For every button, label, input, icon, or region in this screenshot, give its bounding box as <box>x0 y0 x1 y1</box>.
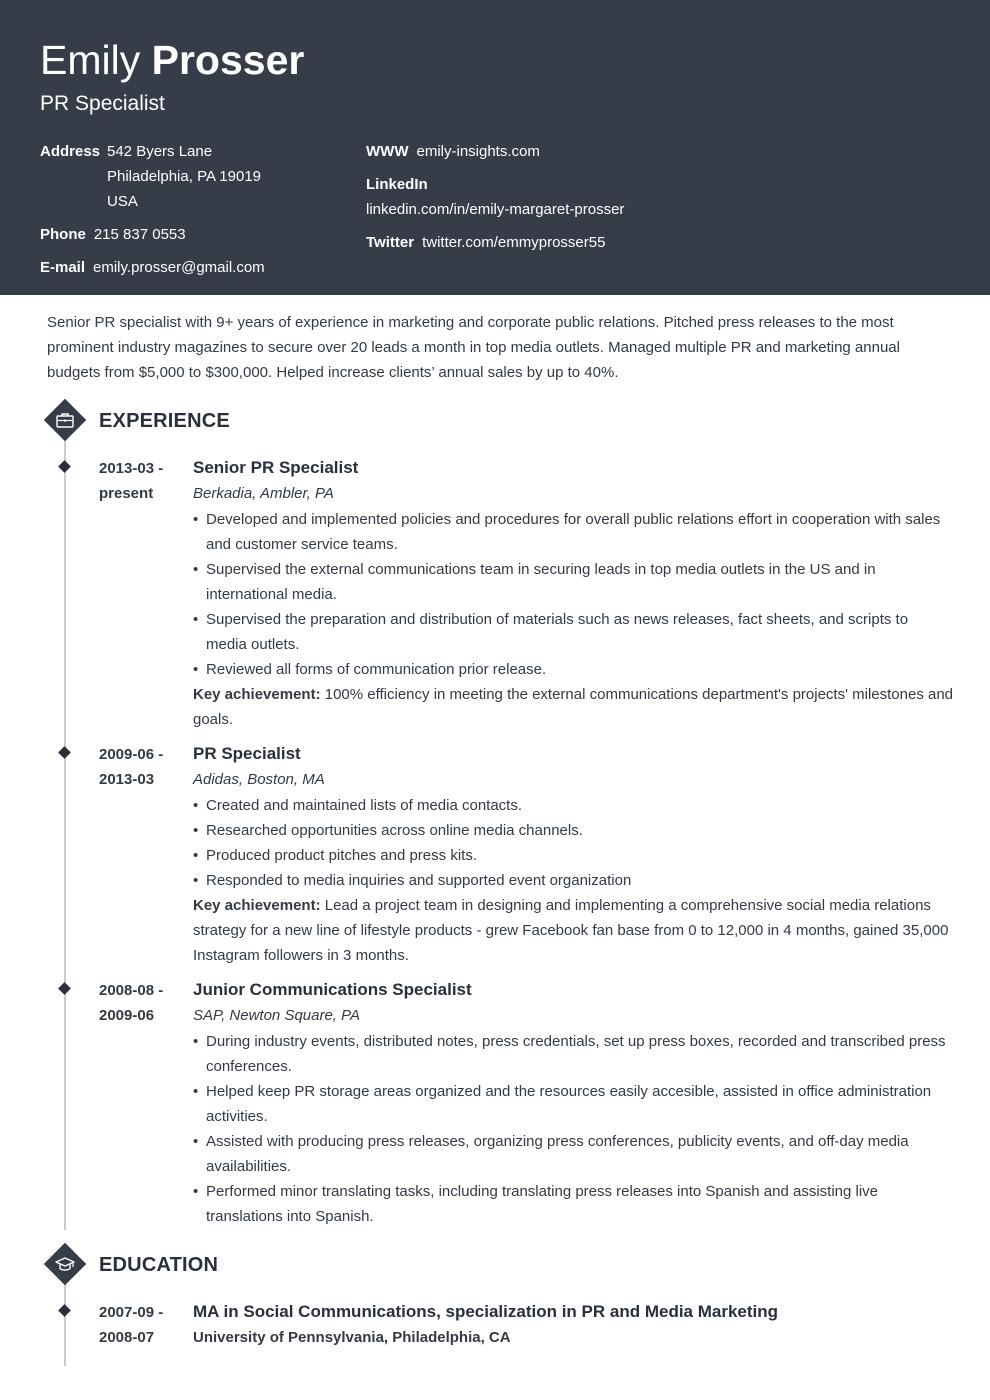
timeline-marker <box>58 1304 71 1317</box>
entry-school: University of Pennsylvania, Philadelphia, CA <box>193 1329 511 1346</box>
experience-entry <box>193 977 953 1229</box>
candidate-name <box>40 36 304 84</box>
contact-twitter <box>366 230 605 255</box>
resume-header <box>0 0 990 295</box>
key-achievement <box>193 893 953 968</box>
date-start: 2007-09 - <box>99 1304 164 1321</box>
entry-organization: Berkadia, Ambler, PA <box>193 485 334 502</box>
phone-label: Phone <box>40 226 86 243</box>
list-item: • Responded to media inquiries and supported event organization <box>193 868 953 893</box>
entry-organization: Adidas, Boston, MA <box>193 771 325 788</box>
list-item: • Created and maintained lists of media contacts. <box>193 793 953 818</box>
entry-organization: SAP, Newton Square, PA <box>193 1007 361 1024</box>
contact-phone <box>40 222 186 247</box>
address-label: Address <box>40 143 101 160</box>
entry-role: Junior Communications Specialist <box>193 980 472 999</box>
list-item: • Researched opportunities across online media channels. <box>193 818 953 843</box>
list-item: • Helped keep PR storage areas organized and the resources easily accesible, assisted in office administration activities. <box>193 1079 953 1129</box>
list-item: • Developed and implemented policies and procedures for overall public relations effort in cooperation with sales and customer service teams. <box>193 507 953 557</box>
entry-date <box>99 978 189 1028</box>
email-label: E-mail <box>40 259 86 276</box>
experience-timeline <box>64 430 66 1230</box>
contact-www <box>366 139 540 164</box>
entry-date <box>99 1300 189 1350</box>
achievement-text: Lead a project team in designing and implementing a comprehensive social media relations strategy for a new line of lifestyle products - grew Facebook fan base from 0 to 12,000 in 4 months, gained 35,000 Instagram followers in 3 months. <box>193 897 949 964</box>
timeline-marker <box>58 982 71 995</box>
date-start: 2008-08 - <box>99 982 164 999</box>
entry-bullets <box>193 793 953 893</box>
graduation-cap-icon <box>54 1253 76 1275</box>
email-link[interactable]: emily.prosser@gmail.com <box>93 259 265 276</box>
last-name: Prosser <box>151 37 305 83</box>
timeline-marker <box>58 460 71 473</box>
date-end: 2013-03 <box>99 771 155 788</box>
timeline-marker <box>58 746 71 759</box>
linkedin-link[interactable]: linkedin.com/in/emily-margaret-prosser <box>366 201 625 218</box>
address-value <box>107 139 261 214</box>
profile-summary: Senior PR specialist with 9+ years of experience in marketing and corporate public relations. Pitched press releases to the most prominent industry magazines to secure over 20 leads a month in top media outlets. Managed multiple PR and marketing annual budgets from $5,000 to $300,000. Helped increase clients’ annual sales by up to 40%. <box>47 314 900 381</box>
entry-role: PR Specialist <box>193 744 301 763</box>
education-entry <box>193 1299 953 1351</box>
phone-value: 215 837 0553 <box>93 226 186 243</box>
list-item: • During industry events, distributed notes, press credentials, set up press boxes, recorded and transcribed press conferences. <box>193 1029 953 1079</box>
entry-degree: MA in Social Communications, specialization in PR and Media Marketing <box>193 1302 779 1321</box>
www-link[interactable]: emily-insights.com <box>416 143 540 160</box>
list-item: • Reviewed all forms of communication prior release. <box>193 657 953 682</box>
www-label: WWW <box>366 143 409 160</box>
list-item: • Supervised the external communications team in securing leads in top media outlets in the US and in international media. <box>193 557 953 607</box>
list-item: • Supervised the preparation and distribution of materials such as news releases, fact sheets, and scripts to media outlets. <box>193 607 953 657</box>
date-start: 2009-06 - <box>99 746 164 763</box>
list-item: • Performed minor translating tasks, including translating press releases into Spanish and assisting live translations into Spanish. <box>193 1179 953 1229</box>
experience-entry <box>193 455 953 732</box>
entry-date <box>99 742 189 792</box>
twitter-label: Twitter <box>366 234 415 251</box>
achievement-label: Key achievement: <box>193 897 321 914</box>
job-title: PR Specialist <box>40 92 165 115</box>
contact-email <box>40 255 265 280</box>
experience-entry <box>193 741 953 968</box>
experience-heading: EXPERIENCE <box>99 410 230 432</box>
address-line: USA <box>107 193 138 210</box>
briefcase-icon <box>54 409 76 431</box>
date-start: 2013-03 - <box>99 460 164 477</box>
first-name: Emily <box>40 37 141 83</box>
linkedin-label: LinkedIn <box>366 176 428 193</box>
date-end: 2009-06 <box>99 1007 155 1024</box>
list-item: • Produced product pitches and press kits. <box>193 843 953 868</box>
twitter-link[interactable]: twitter.com/emmyprosser55 <box>422 234 606 251</box>
list-item: • Assisted with producing press releases, organizing press conferences, publicity events, and off-day media availabilities. <box>193 1129 953 1179</box>
entry-date <box>99 456 189 506</box>
achievement-text: 100% efficiency in meeting the external communications department's projects' milestones and goals. <box>193 686 954 728</box>
entry-bullets <box>193 507 953 682</box>
address-line: 542 Byers Lane <box>107 143 213 160</box>
date-end: 2008-07 <box>99 1329 155 1346</box>
entry-role: Senior PR Specialist <box>193 458 359 477</box>
address-line: Philadelphia, PA 19019 <box>107 168 262 185</box>
key-achievement <box>193 682 953 732</box>
achievement-label: Key achievement: <box>193 686 321 703</box>
date-end: present <box>99 485 154 502</box>
education-heading: EDUCATION <box>99 1254 219 1276</box>
entry-bullets <box>193 1029 953 1229</box>
education-timeline <box>64 1274 66 1366</box>
contact-address <box>40 139 261 214</box>
